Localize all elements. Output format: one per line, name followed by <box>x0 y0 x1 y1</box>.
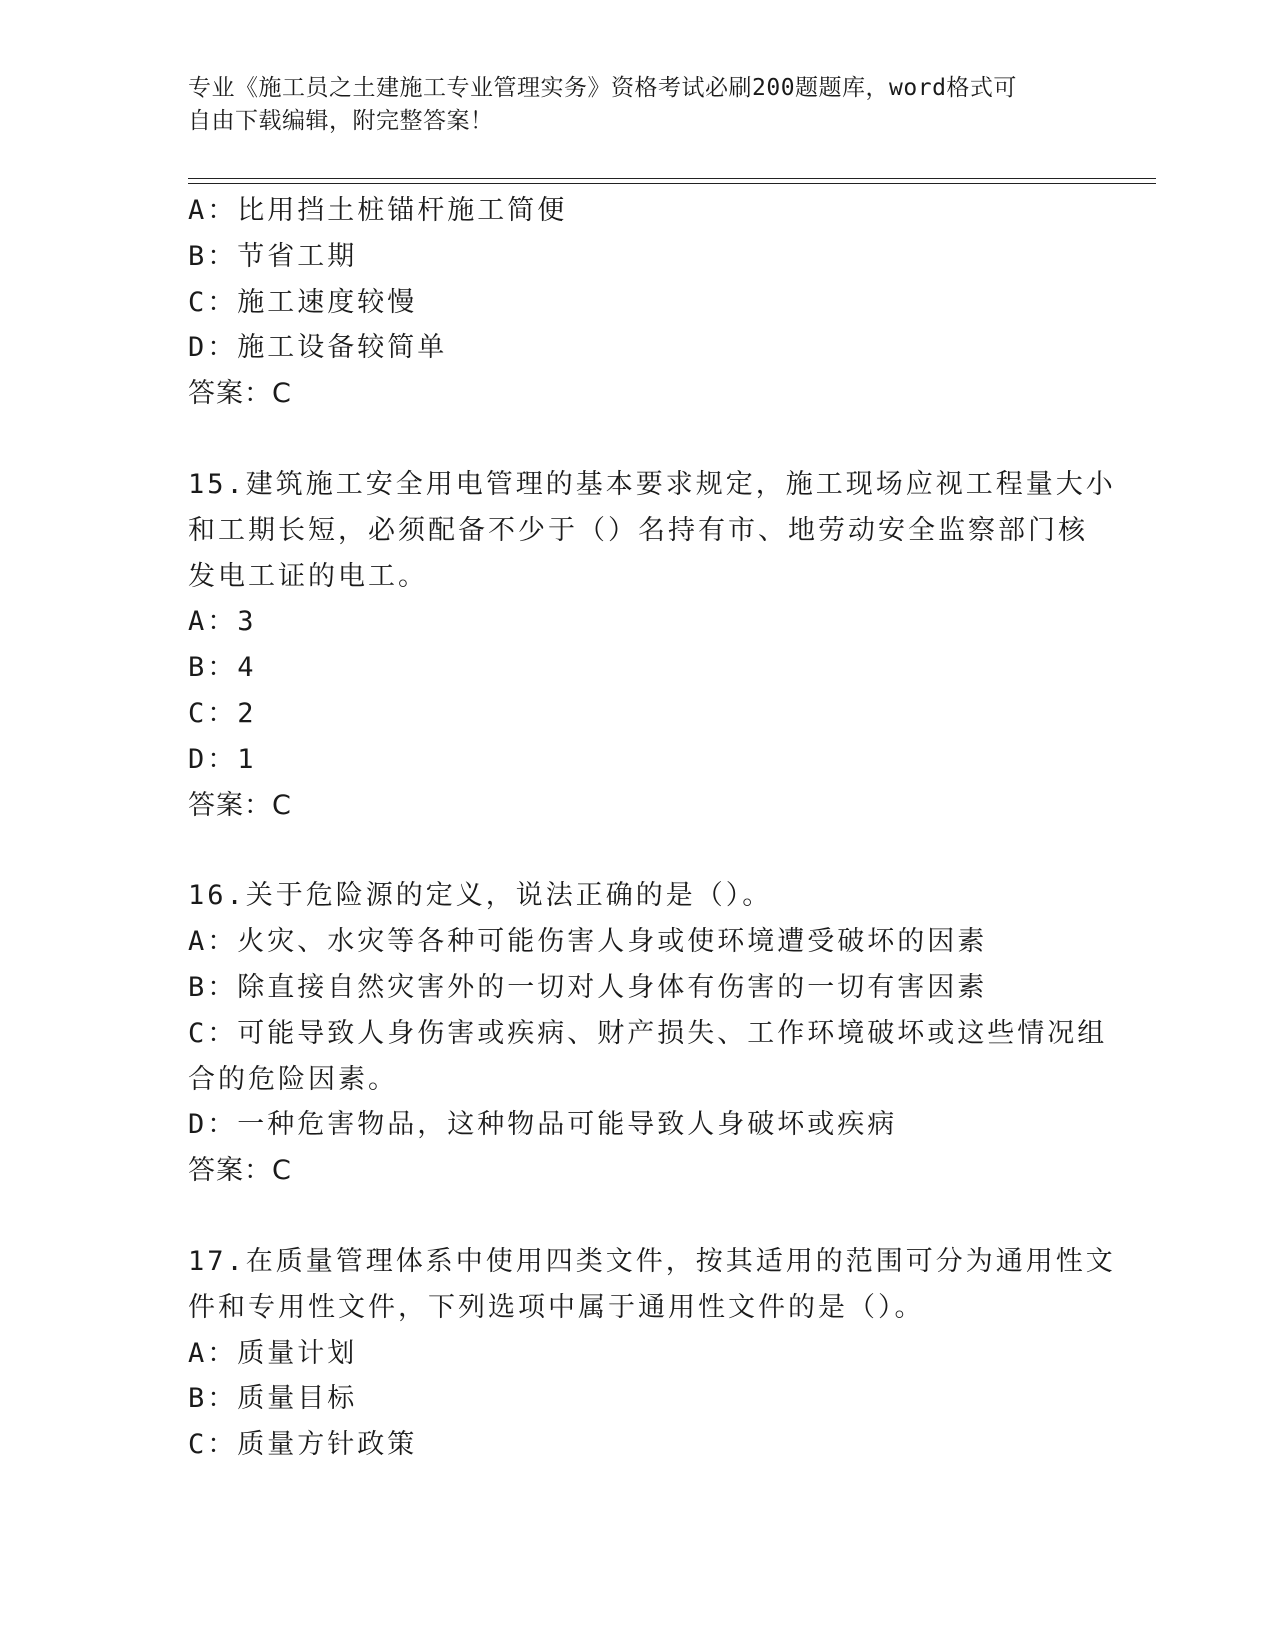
option-b: B：质量目标 <box>188 1383 358 1415</box>
question-gap <box>188 417 1088 462</box>
option-c-line-1: C：可能导致人身伤害或疾病、财产损失、工作环境破坏或这些情况组 <box>188 1017 1108 1049</box>
question-stem: 16.关于危险源的定义，说法正确的是（）。 <box>188 880 773 912</box>
option-a: A：比用挡土桩锚杆施工简便 <box>188 195 568 226</box>
question-stem-line-1: 17.在质量管理体系中使用四类文件，按其适用的范围可分为通用性文 <box>188 1245 1116 1277</box>
document-header <box>188 72 1068 138</box>
header-line-1: 专业《施工员之土建施工专业管理实务》资格考试必刷200题题库，word格式可 <box>188 75 1017 101</box>
question-16 <box>188 873 1108 1194</box>
question-15 <box>188 462 1116 828</box>
option-d: D：1 <box>188 743 257 775</box>
question-stem-line-3: 发电工证的电工。 <box>188 560 428 592</box>
option-a: A：质量计划 <box>188 1337 358 1369</box>
option-b: B：除直接自然灾害外的一切对人身体有伤害的一切有害因素 <box>188 971 988 1003</box>
question-list <box>188 188 1116 1468</box>
option-b: B：节省工期 <box>188 240 358 272</box>
option-c: C：质量方针政策 <box>188 1429 418 1461</box>
question-17 <box>188 1239 1116 1468</box>
option-d: D：一种危害物品，这种物品可能导致人身破坏或疾病 <box>188 1109 898 1141</box>
option-c: C：施工速度较慢 <box>188 286 418 318</box>
question-14 <box>188 188 1088 417</box>
question-stem-line-2: 和工期长短，必须配备不少于（）名持有市、地劳动安全监察部门核 <box>188 514 1088 546</box>
option-c: C：2 <box>188 697 257 729</box>
option-a: A：火灾、水灾等各种可能伤害人身或使环境遭受破坏的因素 <box>188 926 988 958</box>
answer: 答案：C <box>188 378 292 410</box>
header-divider-bottom <box>188 183 1156 184</box>
option-c-line-2: 合的危险因素。 <box>188 1063 398 1095</box>
answer: 答案：C <box>188 1155 292 1187</box>
header-line-2: 自由下载编辑，附完整答案！ <box>188 108 494 134</box>
header-divider-top <box>188 178 1156 179</box>
question-stem-line-1: 15.建筑施工安全用电管理的基本要求规定，施工现场应视工程量大小 <box>188 468 1116 500</box>
answer: 答案：C <box>188 789 292 821</box>
question-gap <box>188 1194 1088 1239</box>
option-b: B：4 <box>188 652 257 684</box>
question-stem-line-2: 件和专用性文件，下列选项中属于通用性文件的是（）。 <box>188 1291 925 1323</box>
question-gap <box>188 828 1088 873</box>
option-a: A：3 <box>188 606 257 638</box>
option-d: D：施工设备较简单 <box>188 332 448 364</box>
